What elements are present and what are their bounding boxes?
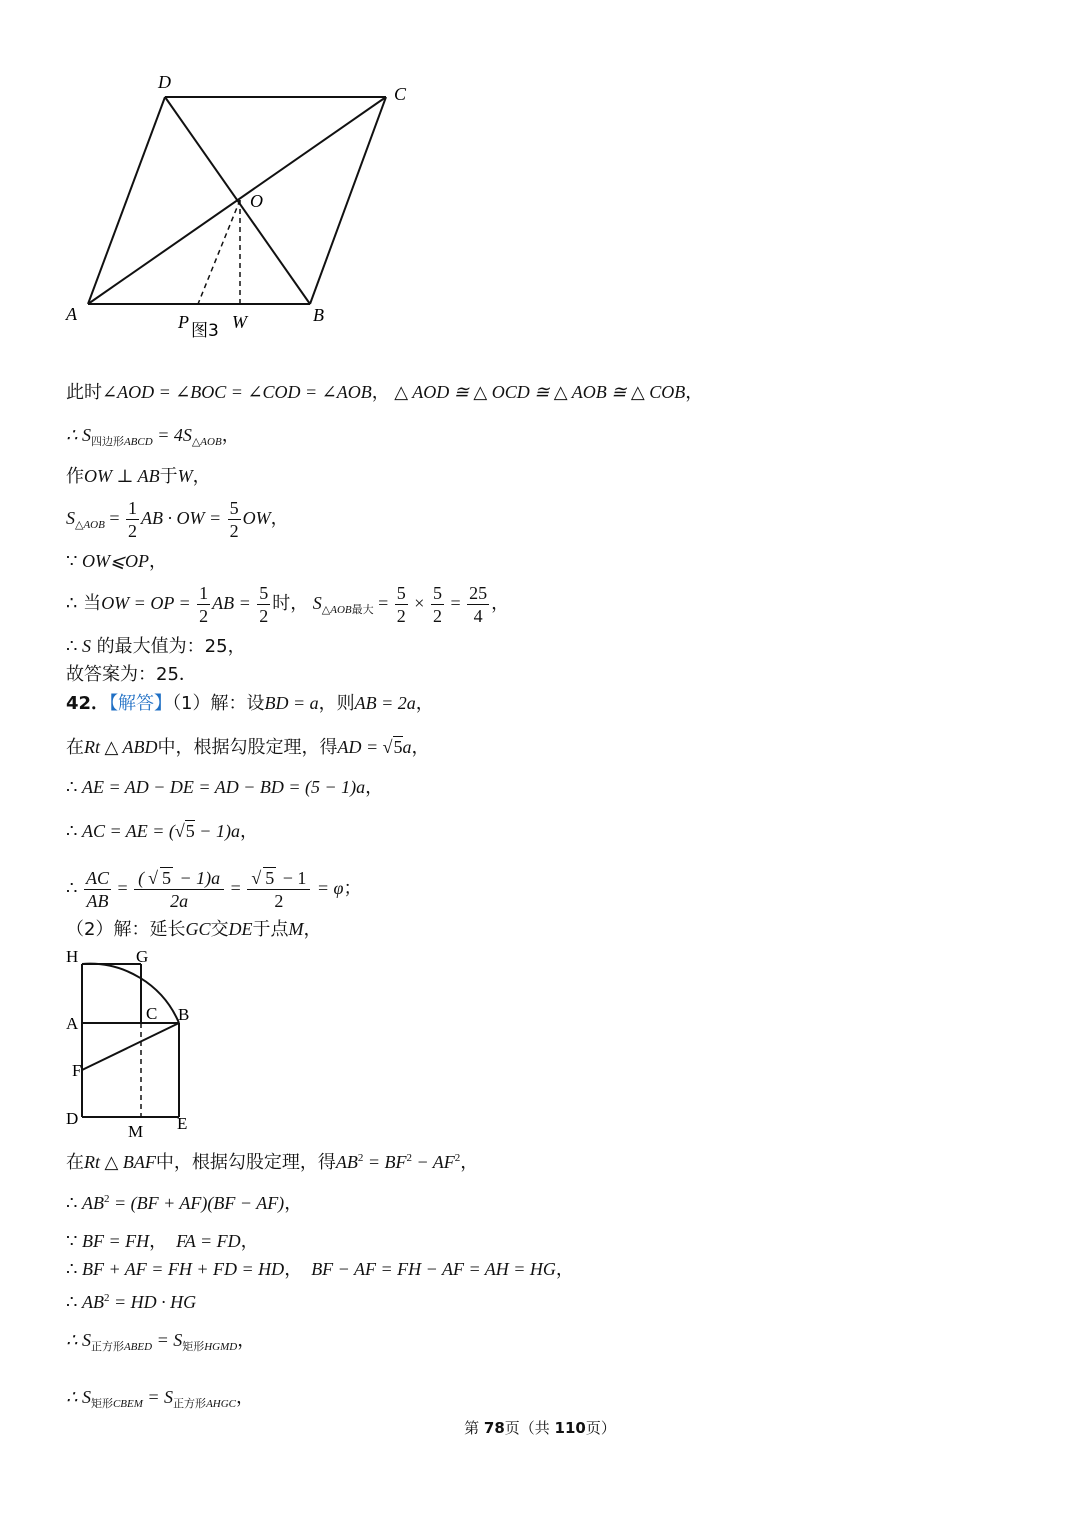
line-10: 在Rt △ ABD中，根据勾股定理，得AD = √5a， bbox=[66, 737, 430, 758]
label-b: B bbox=[313, 305, 324, 325]
edge-cb bbox=[310, 97, 386, 304]
line-18: ∴ BF + AF = FH + FD = HD， BF − AF = FH − AF = AH = HG， bbox=[66, 1259, 574, 1279]
segment-fb bbox=[82, 1023, 179, 1070]
label-a: A bbox=[66, 304, 77, 324]
line-20: ∴ $S_{正方形ABED} = S_{矩形HGMD}$， bbox=[66, 1330, 256, 1353]
edge-da bbox=[88, 97, 165, 304]
label-a: A bbox=[66, 1014, 79, 1033]
label-d: D bbox=[158, 72, 171, 92]
label-c: C bbox=[394, 84, 407, 104]
line-4: $S_{\triangle AOB}$ = $\frac{1}{2}$ AB · OW = $\frac{5}{2}$ OW， bbox=[66, 498, 289, 542]
page-footer: 第 78页（共 110页） bbox=[464, 1419, 616, 1437]
line-16: ∴ $AB^2 = (BF + AF)(BF - AF)$， bbox=[66, 1193, 303, 1213]
figure-3 bbox=[60, 70, 430, 350]
figure-caption: 图3 bbox=[191, 321, 219, 341]
label-m: M bbox=[128, 1122, 144, 1141]
arc-hb bbox=[82, 964, 179, 1023]
label-f: F bbox=[72, 1061, 82, 1080]
figure-golden-rectangle bbox=[60, 944, 210, 1144]
line-19: ∴ $AB^2$ = HD · HG bbox=[66, 1292, 197, 1312]
line-9: 42．【解答】（1）解：设BD = a，则AB = 2a， bbox=[66, 693, 434, 714]
line-17: ∵ BF = FH， FA = FD， bbox=[66, 1231, 259, 1251]
total-pages: 110 bbox=[554, 1419, 586, 1437]
line-2: ∴ $S_{四边形ABCD} = 4S_{\triangle AOB}$， bbox=[66, 425, 240, 448]
diagonal-db bbox=[165, 97, 310, 304]
line-3: 作OW ⊥ AB于W， bbox=[66, 466, 211, 487]
segment-op bbox=[198, 200, 240, 304]
line-21: ∴ $S_{矩形CBEM} = S_{正方形AHGC}$， bbox=[66, 1387, 255, 1410]
line-7: ∴ S 的最大值为：25， bbox=[66, 636, 246, 657]
label-c: C bbox=[146, 1004, 158, 1023]
label-g: G bbox=[136, 947, 149, 966]
answer-tag: 【解答】 bbox=[109, 693, 173, 714]
line-15: 在Rt △ BAF中，根据勾股定理，得$AB^2 = BF^2 - AF^2$， bbox=[66, 1152, 479, 1173]
line-14: （2）解：延长GC交DE于点M， bbox=[66, 919, 322, 940]
line-12: ∴ AC = AE = (√5 − 1)a， bbox=[66, 821, 258, 841]
label-e: E bbox=[177, 1114, 188, 1133]
line-8: 故答案为：25． bbox=[66, 664, 197, 685]
label-h: H bbox=[66, 947, 79, 966]
current-page: 78 bbox=[483, 1419, 505, 1437]
label-b: B bbox=[178, 1005, 190, 1024]
label-o: O bbox=[250, 191, 263, 211]
line-11: ∴ AE = AD − DE = AD − BD = (5 − 1)a， bbox=[66, 777, 384, 797]
label-w: W bbox=[232, 312, 247, 332]
line-5: ∵ OW⩽OP， bbox=[66, 551, 168, 571]
label-p: P bbox=[178, 312, 189, 332]
line-1: 此时∠AOD = ∠BOC = ∠COD = ∠AOB， △ AOD ≅ △ OCD ≅ △ AOB ≅ △ COB， bbox=[66, 382, 704, 403]
label-d: D bbox=[66, 1109, 79, 1128]
line-13: ∴ $\frac{AC}{AB}$ = $\frac{( √ 5 - 1)a}{2a}$ = $\frac{√ 5 - 1}{2}$ = φ； bbox=[66, 868, 362, 912]
line-6: ∴ 当OW = OP = $\frac{1}{2}$ AB = $\frac{5}{2}$ 时， $S_{\triangle AOB最大}$ = $\frac{5}{2}$ × $\frac{5}{2}$ = $\frac{25}{4}$ ， bbox=[66, 583, 510, 627]
